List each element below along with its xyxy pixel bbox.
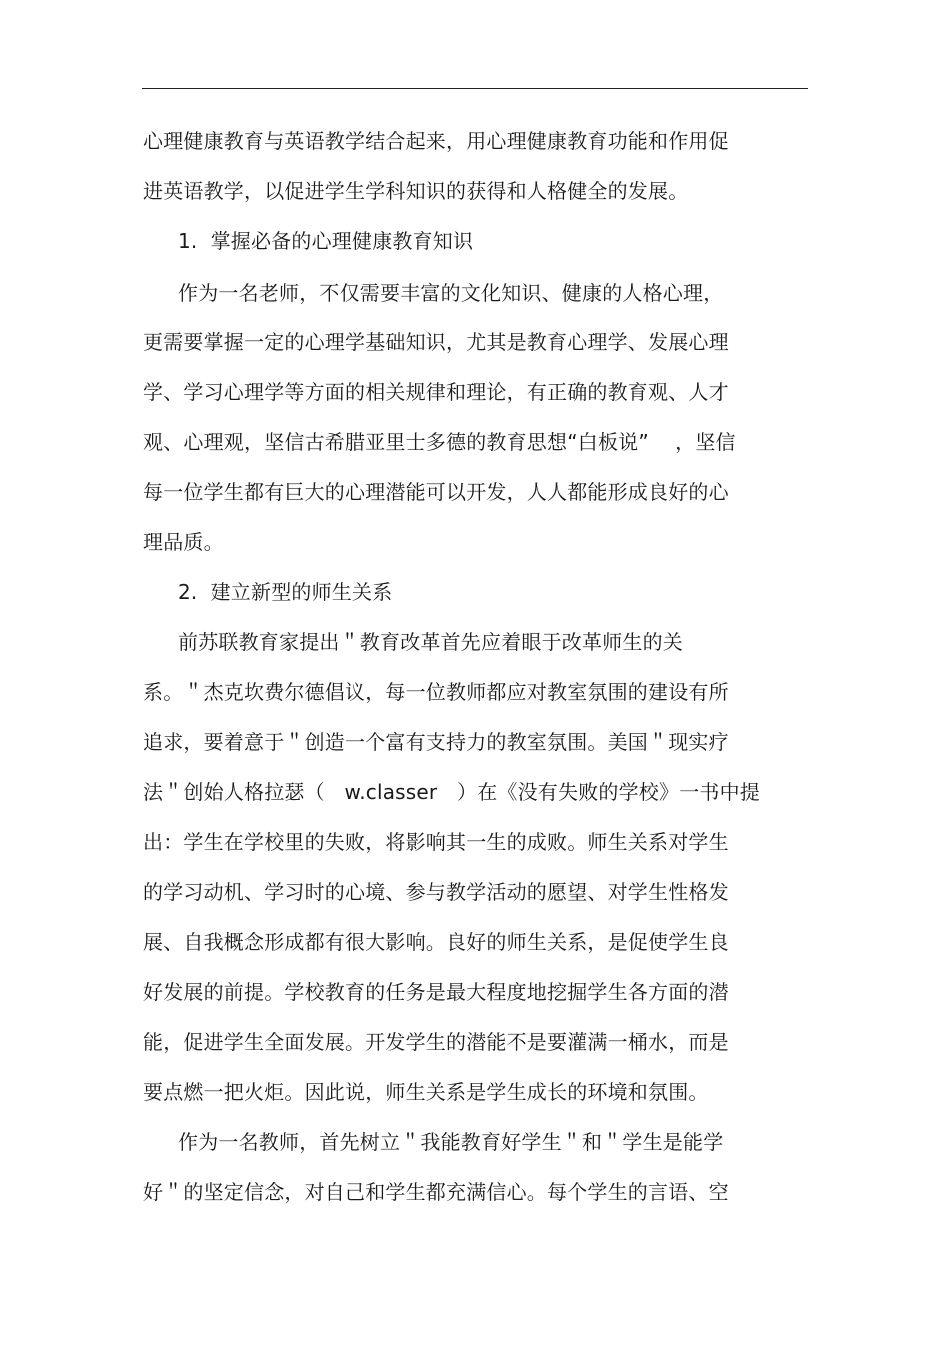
body-line-4: 作为一名老师，不仅需要丰富的文化知识、健康的人格心理， bbox=[178, 281, 724, 305]
header-rule bbox=[142, 88, 808, 89]
body-line-8: 每一位学生都有巨大的心理潜能可以开发，人人都能形成良好的心 bbox=[143, 480, 729, 504]
body-line-13: 追求，要着意于＂创造一个富有支持力的教室氛围。美国＂现实疗 bbox=[143, 730, 729, 754]
body-line-18: 好发展的前提。学校教育的任务是最大程度地挖掘学生各方面的潜 bbox=[143, 980, 729, 1004]
body-line-19: 能，促进学生全面发展。开发学生的潜能不是要灌满一桶水，而是 bbox=[143, 1030, 729, 1054]
body-line-15: 出：学生在学校里的失败，将影响其一生的成败。师生关系对学生 bbox=[143, 830, 729, 854]
body-line-21: 作为一名教师，首先树立＂我能教育好学生＂和＂学生是能学 bbox=[178, 1130, 724, 1154]
body-line-2: 进英语教学，以促进学生学科知识的获得和人格健全的发展。 bbox=[143, 179, 689, 203]
body-line-12: 系。＂杰克坎费尔德倡议，每一位教师都应对教室氛围的建设有所 bbox=[143, 680, 729, 704]
body-line-9: 理品质。 bbox=[143, 530, 224, 554]
body-line-14: 法＂创始人格拉瑟（ w.classer ）在《没有失败的学校》一书中提 bbox=[143, 780, 760, 804]
body-line-7: 观、心理观，坚信古希腊亚里士多德的教育思想“白板说” ，坚信 bbox=[143, 430, 736, 454]
body-line-11: 前苏联教育家提出＂教育改革首先应着眼于改革师生的关 bbox=[178, 630, 683, 654]
body-line-22: 好＂的坚定信念，对自己和学生都充满信心。每个学生的言语、空 bbox=[143, 1180, 729, 1204]
body-line-17: 展、自我概念形成都有很大影响。良好的师生关系，是促使学生良 bbox=[143, 930, 729, 954]
section-heading-2: 2. 建立新型的师生关系 bbox=[178, 580, 393, 604]
body-line-16: 的学习动机、学习时的心境、参与教学活动的愿望、对学生性格发 bbox=[143, 880, 729, 904]
body-line-20: 要点燃一把火炬。因此说，师生关系是学生成长的环境和氛围。 bbox=[143, 1080, 709, 1104]
body-line-1: 心理健康教育与英语教学结合起来，用心理健康教育功能和作用促 bbox=[143, 129, 729, 153]
section-heading-1: 1. 掌握必备的心理健康教育知识 bbox=[178, 229, 474, 253]
body-line-6: 学、学习心理学等方面的相关规律和理论，有正确的教育观、人才 bbox=[143, 380, 729, 404]
body-line-5: 更需要掌握一定的心理学基础知识，尤其是教育心理学、发展心理 bbox=[143, 330, 729, 354]
